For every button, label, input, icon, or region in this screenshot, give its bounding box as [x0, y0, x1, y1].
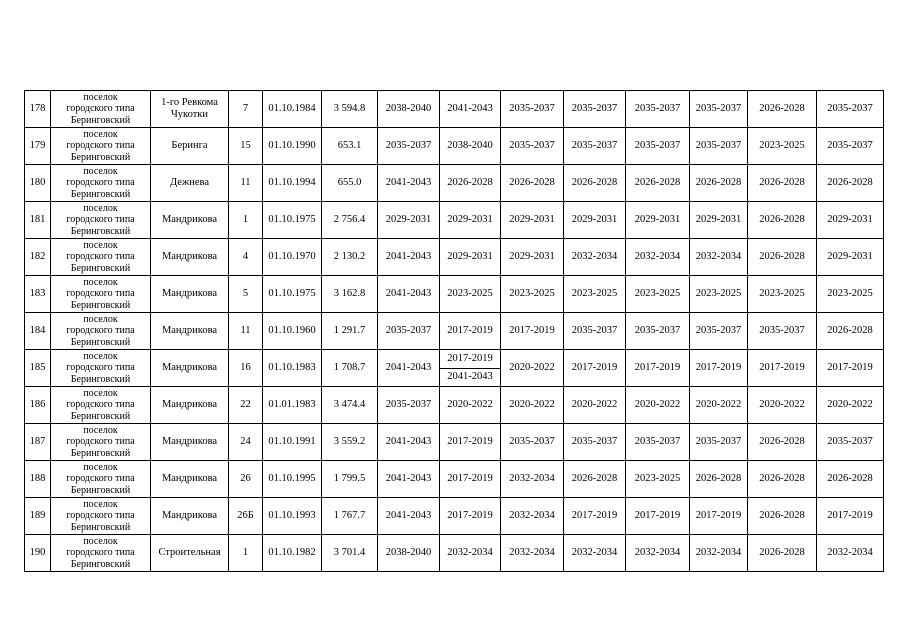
split-period: [440, 350, 500, 386]
row-number: 186: [25, 387, 51, 424]
commission-date: 01.01.1983: [263, 387, 322, 424]
locality-line: городского типа: [66, 547, 135, 559]
commission-date: 01.10.1991: [263, 424, 322, 461]
table-body: [25, 91, 884, 572]
period-8: 2026-2028: [817, 313, 884, 350]
period-4: 2032-2034: [564, 535, 626, 572]
commission-date: 01.10.1960: [263, 313, 322, 350]
table-row: [25, 165, 884, 202]
floor-area: 1 799.5: [322, 461, 378, 498]
period-6: 2026-2028: [690, 165, 748, 202]
house-number: 7: [229, 91, 263, 128]
period-2: 2029-2031: [440, 239, 501, 276]
floor-area: 2 756.4: [322, 202, 378, 239]
house-number: 16: [229, 350, 263, 387]
locality-cell: [51, 313, 151, 350]
period-1: 2041-2043: [378, 165, 440, 202]
period-3: 2035-2037: [501, 424, 564, 461]
locality-line: поселок: [83, 314, 118, 326]
period-1: 2041-2043: [378, 276, 440, 313]
table-row: [25, 535, 884, 572]
locality-cell: [51, 91, 151, 128]
floor-area: 3 474.4: [322, 387, 378, 424]
period-1: 2041-2043: [378, 498, 440, 535]
table-row: [25, 128, 884, 165]
period-7: 2035-2037: [748, 313, 817, 350]
locality-line: городского типа: [66, 399, 135, 411]
table-row: [25, 350, 884, 387]
locality-cell: [51, 498, 151, 535]
period-4: 2035-2037: [564, 424, 626, 461]
locality-line: поселок: [83, 499, 118, 511]
locality-line: Беринговский: [70, 447, 131, 459]
period-7: 2026-2028: [748, 202, 817, 239]
period-1: 2035-2037: [378, 128, 440, 165]
period-7: 2026-2028: [748, 239, 817, 276]
period-5: 2020-2022: [626, 387, 690, 424]
row-number: 178: [25, 91, 51, 128]
period-6: 2017-2019: [690, 498, 748, 535]
commission-date: 01.10.1975: [263, 202, 322, 239]
locality-line: городского типа: [66, 325, 135, 337]
locality-line: поселок: [83, 425, 118, 437]
row-number: 184: [25, 313, 51, 350]
period-7: 2026-2028: [748, 165, 817, 202]
period-3: 2023-2025: [501, 276, 564, 313]
row-number: 183: [25, 276, 51, 313]
period-8: 2032-2034: [817, 535, 884, 572]
commission-date: 01.10.1995: [263, 461, 322, 498]
commission-date: 01.10.1982: [263, 535, 322, 572]
house-number: 4: [229, 239, 263, 276]
period-4: 2026-2028: [564, 165, 626, 202]
table-row: [25, 461, 884, 498]
locality-line: Беринговский: [70, 262, 131, 274]
period-2: 2032-2034: [440, 535, 501, 572]
row-number: 190: [25, 535, 51, 572]
locality-line: Беринговский: [70, 336, 131, 348]
period-5: 2035-2037: [626, 128, 690, 165]
street-cell: Мандрикова: [151, 461, 229, 498]
period-2: 2026-2028: [440, 165, 501, 202]
locality-cell: [51, 239, 151, 276]
commission-date: 01.10.1975: [263, 276, 322, 313]
house-number: 26: [229, 461, 263, 498]
house-number: 22: [229, 387, 263, 424]
locality-line: Беринговский: [70, 188, 131, 200]
period-6: 2029-2031: [690, 202, 748, 239]
period-7: 2020-2022: [748, 387, 817, 424]
period-8: 2017-2019: [817, 350, 884, 387]
period-8: 2023-2025: [817, 276, 884, 313]
period-6: 2035-2037: [690, 313, 748, 350]
commission-date: 01.10.1984: [263, 91, 322, 128]
period-6: 2017-2019: [690, 350, 748, 387]
street-cell: Мандрикова: [151, 239, 229, 276]
locality-line: поселок: [83, 388, 118, 400]
commission-date: 01.10.1970: [263, 239, 322, 276]
floor-area: 655.0: [322, 165, 378, 202]
period-5: 2035-2037: [626, 313, 690, 350]
period-1: 2041-2043: [378, 350, 440, 387]
period-4: 2017-2019: [564, 498, 626, 535]
period-8: 2026-2028: [817, 165, 884, 202]
table-row: [25, 498, 884, 535]
locality-cell: [51, 165, 151, 202]
period-1: 2041-2043: [378, 461, 440, 498]
period-1: 2041-2043: [378, 424, 440, 461]
housing-table: [24, 90, 884, 572]
locality-line: городского типа: [66, 177, 135, 189]
period-6: 2035-2037: [690, 128, 748, 165]
period-8: 2035-2037: [817, 91, 884, 128]
row-number: 189: [25, 498, 51, 535]
period-4: 2026-2028: [564, 461, 626, 498]
period-3: 2029-2031: [501, 202, 564, 239]
period-6: 2035-2037: [690, 91, 748, 128]
floor-area: 653.1: [322, 128, 378, 165]
period-3: 2020-2022: [501, 387, 564, 424]
period-7: 2026-2028: [748, 498, 817, 535]
locality-line: поселок: [83, 92, 118, 104]
street-cell: Строительная: [151, 535, 229, 572]
floor-area: 1 767.7: [322, 498, 378, 535]
street-cell: Мандрикова: [151, 498, 229, 535]
locality-line: Беринговский: [70, 484, 131, 496]
period-6: 2023-2025: [690, 276, 748, 313]
period-4: 2020-2022: [564, 387, 626, 424]
floor-area: 1 708.7: [322, 350, 378, 387]
period-5: 2023-2025: [626, 276, 690, 313]
house-number: 1: [229, 535, 263, 572]
period-3: 2026-2028: [501, 165, 564, 202]
locality-line: поселок: [83, 351, 118, 363]
period-5: 2032-2034: [626, 535, 690, 572]
period-5: 2023-2025: [626, 461, 690, 498]
period-1: 2035-2037: [378, 313, 440, 350]
period-1: 2035-2037: [378, 387, 440, 424]
house-number: 26Б: [229, 498, 263, 535]
period-6: 2035-2037: [690, 424, 748, 461]
period-1: 2041-2043: [378, 239, 440, 276]
period-6: 2020-2022: [690, 387, 748, 424]
locality-line: поселок: [83, 166, 118, 178]
period-1: 2038-2040: [378, 91, 440, 128]
period-4: 2017-2019: [564, 350, 626, 387]
period-4: 2023-2025: [564, 276, 626, 313]
street-cell: Беринга: [151, 128, 229, 165]
period-3: 2032-2034: [501, 535, 564, 572]
period-5: 2017-2019: [626, 350, 690, 387]
period-3: 2032-2034: [501, 498, 564, 535]
locality-line: городского типа: [66, 288, 135, 300]
locality-cell: [51, 461, 151, 498]
table-row: [25, 276, 884, 313]
row-number: 188: [25, 461, 51, 498]
period-4: 2035-2037: [564, 128, 626, 165]
locality-line: Беринговский: [70, 151, 131, 163]
period-3: 2032-2034: [501, 461, 564, 498]
locality-cell: [51, 387, 151, 424]
period-6: 2026-2028: [690, 461, 748, 498]
period-7: 2017-2019: [748, 350, 817, 387]
period-5: 2035-2037: [626, 91, 690, 128]
street-cell: Мандрикова: [151, 313, 229, 350]
table-row: [25, 202, 884, 239]
period-7: 2026-2028: [748, 424, 817, 461]
table-row: [25, 313, 884, 350]
house-number: 15: [229, 128, 263, 165]
street-cell: Мандрикова: [151, 276, 229, 313]
period-3: 2020-2022: [501, 350, 564, 387]
period-2: [440, 350, 501, 387]
house-number: 24: [229, 424, 263, 461]
locality-cell: [51, 424, 151, 461]
locality-line: поселок: [83, 277, 118, 289]
row-number: 181: [25, 202, 51, 239]
period-8: 2017-2019: [817, 498, 884, 535]
period-2: 2017-2019: [440, 313, 501, 350]
table-row: [25, 387, 884, 424]
period-5: 2026-2028: [626, 165, 690, 202]
row-number: 182: [25, 239, 51, 276]
period-2-value: 2017-2019: [447, 352, 493, 364]
locality-line: городского типа: [66, 362, 135, 374]
period-5: 2017-2019: [626, 498, 690, 535]
house-number: 1: [229, 202, 263, 239]
floor-area: 3 701.4: [322, 535, 378, 572]
locality-line: поселок: [83, 129, 118, 141]
table-row: [25, 91, 884, 128]
period-2: 2017-2019: [440, 424, 501, 461]
floor-area: 3 594.8: [322, 91, 378, 128]
period-7: 2026-2028: [748, 91, 817, 128]
period-4: 2032-2034: [564, 239, 626, 276]
locality-line: городского типа: [66, 473, 135, 485]
commission-date: 01.10.1990: [263, 128, 322, 165]
locality-line: Беринговский: [70, 114, 131, 126]
period-5: 2035-2037: [626, 424, 690, 461]
locality-line: городского типа: [66, 140, 135, 152]
locality-line: поселок: [83, 536, 118, 548]
period-2: 2041-2043: [440, 91, 501, 128]
period-8: 2029-2031: [817, 239, 884, 276]
period-6: 2032-2034: [690, 239, 748, 276]
period-2: 2020-2022: [440, 387, 501, 424]
street-cell: 1-го Ревкома Чукотки: [151, 91, 229, 128]
floor-area: 3 559.2: [322, 424, 378, 461]
period-5: 2032-2034: [626, 239, 690, 276]
table-row: [25, 424, 884, 461]
locality-cell: [51, 276, 151, 313]
period-3: 2017-2019: [501, 313, 564, 350]
locality-cell: [51, 350, 151, 387]
period-7: 2023-2025: [748, 128, 817, 165]
locality-line: Беринговский: [70, 410, 131, 422]
street-cell: Мандрикова: [151, 424, 229, 461]
period-8: 2029-2031: [817, 202, 884, 239]
locality-line: Беринговский: [70, 558, 131, 570]
period-8: 2026-2028: [817, 461, 884, 498]
locality-line: городского типа: [66, 436, 135, 448]
locality-cell: [51, 202, 151, 239]
floor-area: 1 291.7: [322, 313, 378, 350]
locality-line: Беринговский: [70, 373, 131, 385]
period-2: 2017-2019: [440, 461, 501, 498]
locality-line: городского типа: [66, 510, 135, 522]
period-2: 2023-2025: [440, 276, 501, 313]
row-number: 187: [25, 424, 51, 461]
period-8: 2020-2022: [817, 387, 884, 424]
locality-line: поселок: [83, 462, 118, 474]
locality-line: городского типа: [66, 251, 135, 263]
street-cell: Мандрикова: [151, 202, 229, 239]
locality-line: Беринговский: [70, 225, 131, 237]
period-2-value: 2041-2043: [440, 368, 500, 387]
commission-date: 01.10.1994: [263, 165, 322, 202]
row-number: 180: [25, 165, 51, 202]
period-1: 2038-2040: [378, 535, 440, 572]
period-3: 2029-2031: [501, 239, 564, 276]
period-2: 2017-2019: [440, 498, 501, 535]
table-row: [25, 239, 884, 276]
period-2: 2038-2040: [440, 128, 501, 165]
period-7: 2026-2028: [748, 535, 817, 572]
period-7: 2023-2025: [748, 276, 817, 313]
period-4: 2029-2031: [564, 202, 626, 239]
period-3: 2035-2037: [501, 91, 564, 128]
commission-date: 01.10.1983: [263, 350, 322, 387]
commission-date: 01.10.1993: [263, 498, 322, 535]
period-1: 2029-2031: [378, 202, 440, 239]
street-cell: Мандрикова: [151, 350, 229, 387]
house-number: 5: [229, 276, 263, 313]
locality-line: поселок: [83, 203, 118, 215]
locality-line: поселок: [83, 240, 118, 252]
period-4: 2035-2037: [564, 91, 626, 128]
locality-line: городского типа: [66, 214, 135, 226]
period-4: 2035-2037: [564, 313, 626, 350]
floor-area: 3 162.8: [322, 276, 378, 313]
house-number: 11: [229, 165, 263, 202]
street-cell: Мандрикова: [151, 387, 229, 424]
row-number: 179: [25, 128, 51, 165]
street-cell: Дежнева: [151, 165, 229, 202]
locality-line: Беринговский: [70, 521, 131, 533]
locality-line: городского типа: [66, 103, 135, 115]
period-6: 2032-2034: [690, 535, 748, 572]
locality-line: Беринговский: [70, 299, 131, 311]
period-8: 2035-2037: [817, 128, 884, 165]
period-3: 2035-2037: [501, 128, 564, 165]
period-5: 2029-2031: [626, 202, 690, 239]
period-8: 2035-2037: [817, 424, 884, 461]
period-7: 2026-2028: [748, 461, 817, 498]
period-2: 2029-2031: [440, 202, 501, 239]
locality-cell: [51, 535, 151, 572]
floor-area: 2 130.2: [322, 239, 378, 276]
row-number: 185: [25, 350, 51, 387]
locality-cell: [51, 128, 151, 165]
house-number: 11: [229, 313, 263, 350]
